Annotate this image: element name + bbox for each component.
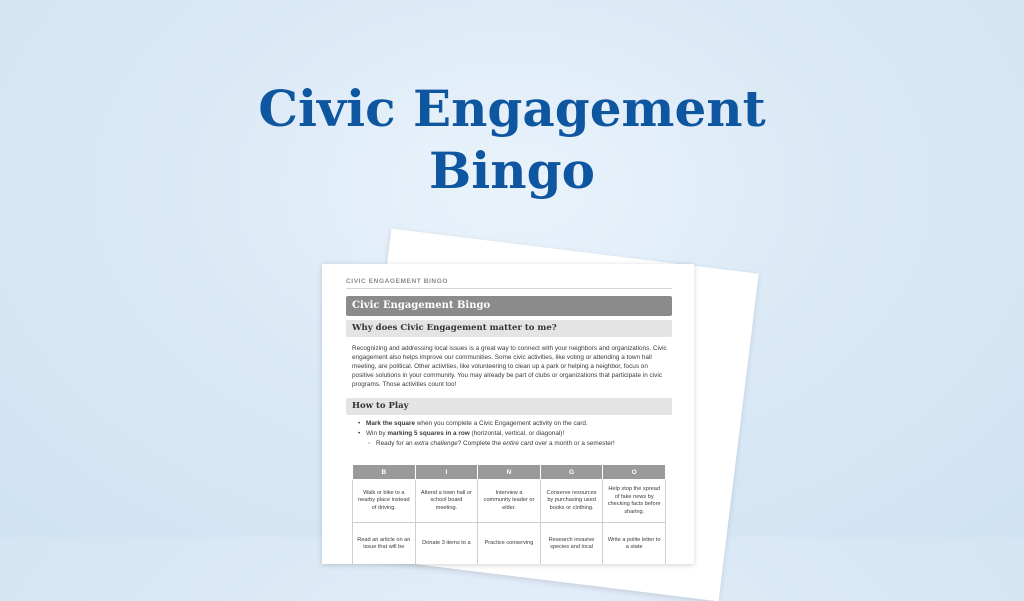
worksheet-preview [322, 264, 694, 564]
instruction-subitem: ◦ Ready for an extra challenge? Complete the entire card over a month or a semester! [358, 439, 674, 449]
bingo-card-table [352, 464, 666, 564]
instruction-item: • Win by marking 5 squares in a row (horizontal, vertical, or diagonal)! [358, 429, 674, 439]
section-why-heading: Why does Civic Engagement matter to me? [346, 320, 672, 337]
hero-title-line1: Civic Engagement [258, 79, 766, 138]
bingo-square: Walk or bike to a nearby place instead of driving. [353, 480, 416, 523]
document-header-label: CIVIC ENGAGEMENT BINGO [346, 278, 449, 285]
bingo-square: Attend a town hall or school board meeting. [415, 480, 478, 523]
bingo-header-row [353, 465, 666, 480]
bingo-header-cell: N [478, 465, 541, 480]
bingo-square: Research invasive species and local [540, 523, 603, 565]
bingo-square: Donate 3 items to a [415, 523, 478, 565]
bingo-square: Write a polite letter to a state [603, 523, 666, 565]
section-how-heading: How to Play [346, 398, 672, 415]
instruction-item: • Mark the square when you complete a Civic Engagement activity on the card. [358, 419, 674, 429]
hero-title [0, 78, 1024, 202]
hero-title-line2: Bingo [429, 141, 595, 200]
bingo-square: Read an article on an issue that will be [353, 523, 416, 565]
bingo-square: Help stop the spread of fake news by checking facts before sharing. [603, 480, 666, 523]
bingo-row [353, 523, 666, 565]
bingo-header-cell: O [603, 465, 666, 480]
bingo-square: Interview a community leader or elder. [478, 480, 541, 523]
bingo-row [353, 480, 666, 523]
bingo-square: Practice conserving [478, 523, 541, 565]
bingo-header-cell: I [415, 465, 478, 480]
bingo-square: Conserve resources by purchasing used books or clothing. [540, 480, 603, 523]
bingo-header-cell: G [540, 465, 603, 480]
bingo-header-cell: B [353, 465, 416, 480]
intro-paragraph: Recognizing and addressing local issues is a great way to connect with your neighbors and organizations. Civic engagement also helps improve our communities. Some civic activities, like voting or attending a town hall meeting, are political. Other activities, like volunteering to clean up a park or helping a neighbor, focus on positive solutions in your community. You may already be part of clubs or organizations that participate in civic programs. Those activities count too! [352, 345, 667, 388]
document-title: Civic Engagement Bingo [346, 296, 672, 316]
header-divider [346, 288, 672, 289]
instructions-list [358, 419, 674, 449]
